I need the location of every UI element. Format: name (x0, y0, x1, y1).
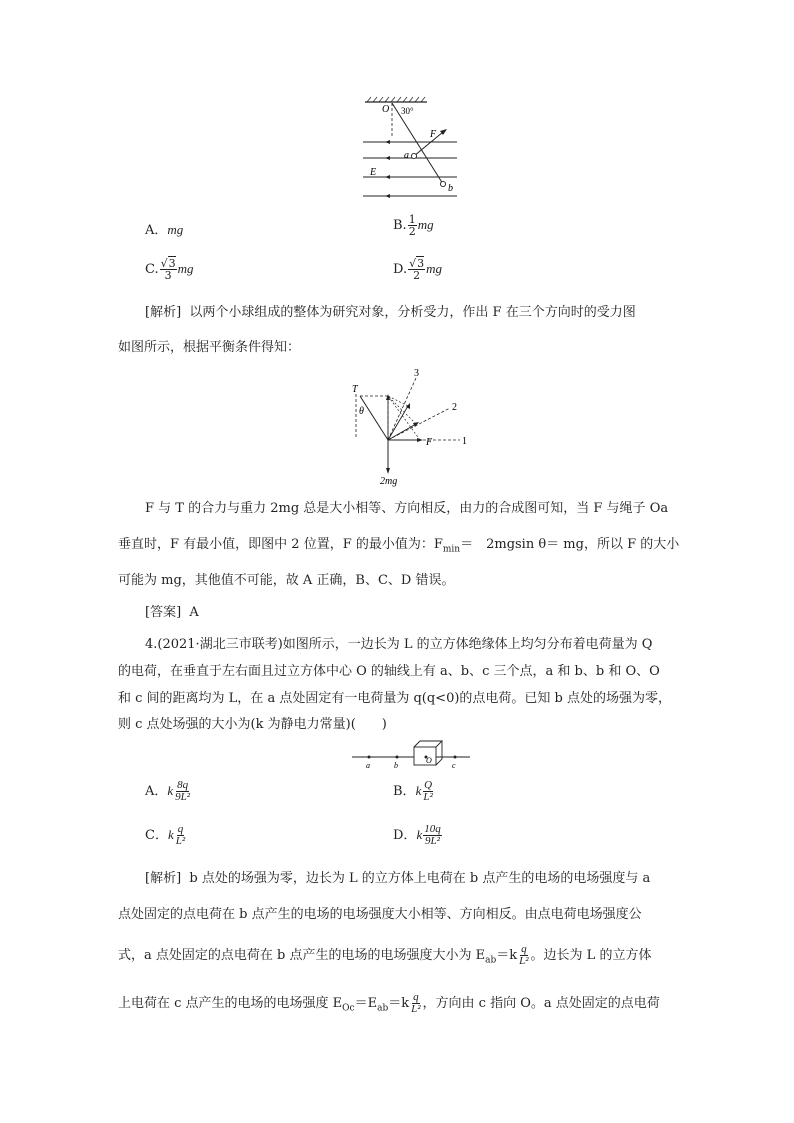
label-O: O (382, 104, 390, 115)
label-F: F (430, 129, 437, 140)
ball-b (440, 181, 445, 186)
fraction: $\frac{q}{\text{L²}}$ (175, 823, 186, 847)
q4-line2: 的电荷，在垂直于左右面且过立方体中心 O 的轴线上有 a、b、c 三个点，a 和 b、b 和 O、O (118, 664, 660, 679)
label-E: E (370, 167, 377, 178)
fraction: $\frac{√3}{3}$ (160, 257, 176, 282)
q3-explain-line1: F 与 T 的合力与重力 2mg 总是大小相等、方向相反，由力的合成图可知，当 F 与绳子 Oa (145, 501, 669, 516)
label-a: a (404, 150, 409, 161)
fraction: $\frac{10q}{\text{9L²}}$ (424, 823, 441, 847)
label-1: 1 (462, 436, 467, 447)
q3-explain-line3: 可能为 mg，其他值不可能，故 A 正确，B、C、D 错误。 (118, 573, 455, 588)
q4-line4: 则 c 点处场强的大小为(k 为静电力常量)( ) (118, 717, 387, 732)
point-c (454, 756, 457, 759)
q3-explain-line2: 垂直时，F 有最小值，即图中 2 位置，F 的最小值为：$F_{min}=$ 2mgsin θ＝ mg，所以 F 的大小 (118, 537, 680, 555)
string (392, 103, 443, 184)
tension-line (360, 396, 388, 440)
q4-option-A: A．k $\frac{8q}{\text{9L²}}$ (145, 779, 191, 803)
ceiling-hatch (367, 97, 425, 102)
label-b: b (448, 183, 453, 194)
q4-line1: 4.(2021·湖北三市联考)如图所示，一边长为 L 的立方体绝缘体上均匀分布着电荷量为 Q (145, 637, 653, 652)
analysis-tag: [解析] (145, 871, 182, 886)
dashed-parallels (388, 396, 420, 440)
q3-analysis-line2: 如图所示，根据平衡条件得知： (118, 340, 301, 355)
label-angle: 30° (401, 106, 414, 116)
field-arrowheads (385, 140, 390, 198)
label-2mg: 2mg (380, 476, 398, 487)
analysis-tag: [解析] (145, 305, 182, 320)
label-2: 2 (452, 402, 457, 413)
q4-analysis-line3: 式，a 点处固定的点电荷在 b 点产生的电场的电场强度大小为 $E_{ab}=k$ $\frac{q}{\text{L²}}$ 。边长为 L 的立方体 (118, 943, 652, 967)
fraction: $\frac{1}{2}$ (408, 213, 416, 238)
q4-line3: 和 c 间的距离均为 L，在 a 点处固定有一电荷量为 q(q<0)的点电荷。已知 b 点处的场强为零， (118, 691, 671, 706)
answer-tag: [答案] (145, 605, 182, 620)
figure-cube-axis (350, 738, 472, 770)
field-lines (363, 142, 457, 196)
q3-option-C: C. $\frac{√3}{3}$ mg (145, 257, 194, 282)
q3-option-A: A．mg (145, 222, 184, 238)
fraction: $\frac{√3}{2}$ (409, 257, 425, 282)
figure-pendulum-field (355, 96, 465, 204)
label-a: a (366, 761, 370, 770)
q4-option-C: C．k $\frac{q}{\text{L²}}$ (145, 823, 186, 847)
fraction: $\frac{q}{\text{L²}}$ (411, 991, 421, 1015)
label-theta: θ (359, 406, 364, 417)
fraction: $\frac{Q}{\text{L²}}$ (423, 779, 433, 803)
figure-force-diagram (348, 366, 476, 488)
point-b (396, 756, 399, 759)
label-T: T (352, 384, 358, 395)
q3-analysis-line1: [解析] 以两个小球组成的整体为研究对象，分析受力，作出 F 在三个方向时的受力图 (145, 305, 636, 320)
q4-analysis-line2: 点处固定的点电荷在 b 点产生的电场的电场强度大小相等、方向相反。由点电荷电场强度公 (118, 907, 642, 922)
q3-answer: [答案] A (145, 605, 199, 620)
q4-option-B: B．k $\frac{Q}{\text{L²}}$ (393, 779, 433, 803)
fraction: $\frac{8q}{\text{9L²}}$ (175, 779, 191, 803)
label-c: c (452, 761, 456, 770)
label-3: 3 (414, 368, 419, 379)
label-b: b (394, 761, 398, 770)
q3-option-B: B. $\frac{1}{2}$ mg (393, 213, 434, 238)
q4-analysis-line1: [解析] b 点处的场强为零，边长为 L 的立方体上电荷在 b 点产生的电场的电场强度与 a (145, 871, 651, 886)
F-dir-3 (388, 378, 416, 440)
q4-analysis-line4: 上电荷在 c 点产生的电场的电场强度 $E_{Oc}=E_{ab}=k$ $\frac{q}{\text{L²}}$ ，方向由 c 指向 O。a 点处固定的点电荷 (118, 991, 660, 1015)
q4-option-D: D．k $\frac{10q}{\text{9L²}}$ (393, 823, 441, 847)
gravity-head (386, 468, 390, 474)
label-O: O (426, 756, 432, 765)
ball-a (411, 153, 416, 158)
label-F: F (426, 437, 433, 448)
fraction: $\frac{q}{\text{L²}}$ (519, 943, 529, 967)
point-a (368, 756, 371, 759)
q3-option-D: D. $\frac{√3}{2}$ mg (393, 257, 442, 282)
